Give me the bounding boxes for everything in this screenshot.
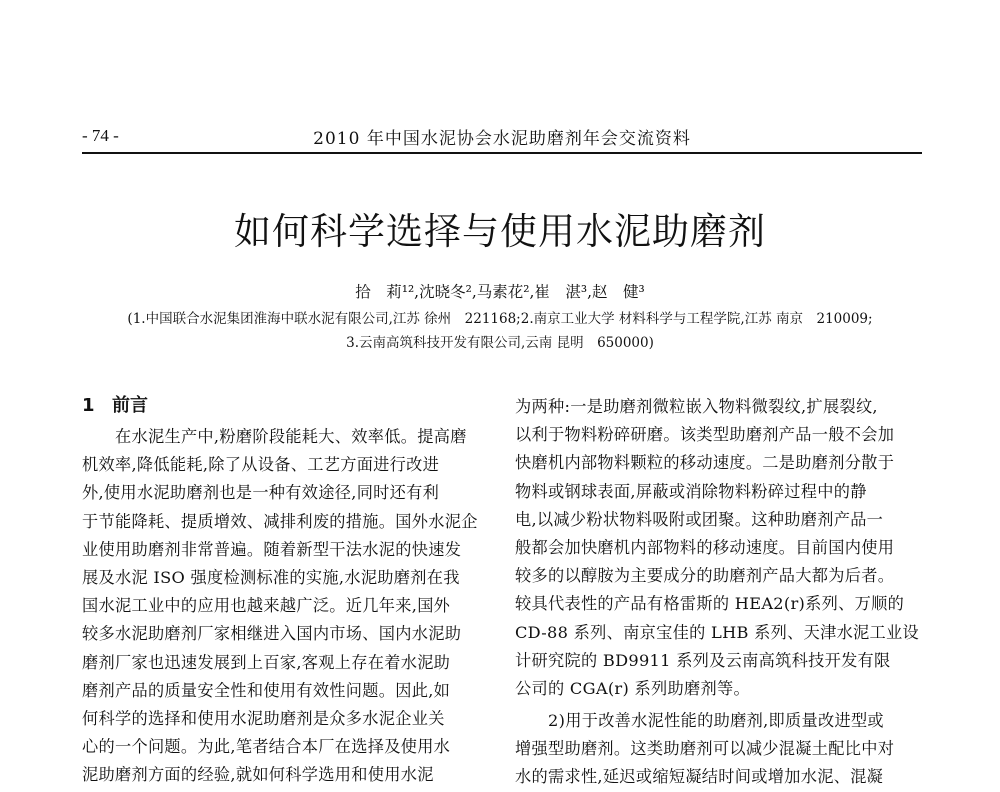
- left-column: [82, 393, 492, 789]
- paper-title: 如何科学选择与使用水泥助磨剂: [234, 210, 766, 253]
- author-list: 拾 莉¹²,沈晓冬²,马素花²,崔 湛³,赵 健³: [355, 283, 645, 301]
- text-line: 物料或钢球表面,屏蔽或消除物料粉碎过程中的静: [515, 481, 867, 501]
- text-line: 心的一个问题。为此,笔者结合本厂在选择及使用水: [82, 737, 451, 757]
- affiliation-line: 3.云南高筑科技开发有限公司,云南 昆明 650000): [346, 335, 654, 351]
- text-line: 较多的以醇胺为主要成分的助磨剂产品大都为后者。: [515, 566, 895, 586]
- text-line: 磨剂厂家也迅速发展到上百家,客观上存在着水泥助: [82, 652, 451, 672]
- text-line: CD-88 系列、南京宝佳的 LHB 系列、天津水泥工业设: [515, 622, 920, 642]
- text-line: 以利于物料粉碎研磨。该类型助磨剂产品一般不会加: [515, 425, 895, 445]
- text-line: 在水泥生产中,粉磨阶段能耗大、效率低。提高磨: [115, 427, 467, 446]
- page-number: - 74 -: [82, 126, 119, 145]
- text-line: 泥助磨剂方面的经验,就如何科学选用和使用水泥: [82, 765, 434, 785]
- text-line: 2)用于改善水泥性能的助磨剂,即质量改进型或: [548, 711, 884, 731]
- text-line: 展及水泥 ISO 强度检测标准的实施,水泥助磨剂在我: [82, 567, 460, 587]
- text-line: 机效率,降低能耗,除了从设备、工艺方面进行改进: [82, 455, 440, 475]
- right-column: [515, 393, 925, 792]
- text-line: 水的需求性,延迟或缩短凝结时间或增加水泥、混凝: [515, 767, 884, 787]
- text-line: 何科学的选择和使用水泥助磨剂是众多水泥企业关: [82, 708, 445, 728]
- text-line: 外,使用水泥助磨剂也是一种有效途径,同时还有利: [82, 483, 440, 503]
- text-line: 为两种:一是助磨剂微粒嵌入物料微裂纹,扩展裂纹,: [515, 397, 878, 416]
- running-head: 2010 年中国水泥协会水泥助磨剂年会交流资料: [313, 129, 691, 149]
- text-line: 业使用助磨剂非常普遍。随着新型干法水泥的快速发: [82, 539, 462, 559]
- text-line: 增强型助磨剂。这类助磨剂可以减少混凝土配比中对: [515, 739, 895, 759]
- text-line: 较具代表性的产品有格雷斯的 HEA2(r)系列、万顺的: [515, 594, 905, 614]
- page-header: [82, 124, 922, 150]
- section-number: 1: [82, 395, 95, 416]
- text-line: 国水泥工业中的应用也越来越广泛。近几年来,国外: [82, 596, 451, 616]
- text-line: 磨剂产品的质量安全性和使用有效性问题。因此,如: [82, 680, 451, 700]
- header-rule: [82, 152, 922, 154]
- text-line: 计研究院的 BD9911 系列及云南高筑科技开发有限: [515, 650, 891, 670]
- affiliation-line: (1.中国联合水泥集团淮海中联水泥有限公司,江苏 徐州 221168;2.南京工业大学 材料科学与工程学院,江苏 南京 210009;: [127, 311, 873, 327]
- text-line: 于节能降耗、提质增效、减排利废的措施。国外水泥企: [82, 511, 478, 531]
- text-line: 电,以减少粉状物料吸附或团聚。这种助磨剂产品一: [515, 509, 884, 529]
- text-line: 较多水泥助磨剂厂家相继进入国内市场、国内水泥助: [82, 624, 462, 644]
- text-line: 快磨机内部物料颗粒的移动速度。二是助磨剂分散于: [515, 453, 895, 473]
- text-line: 般都会加快磨机内部物料的移动速度。目前国内使用: [515, 537, 895, 557]
- text-line: 公司的 CGA(r) 系列助磨剂等。: [515, 678, 750, 698]
- section-title: 前言: [112, 395, 148, 416]
- section-heading: [82, 393, 492, 419]
